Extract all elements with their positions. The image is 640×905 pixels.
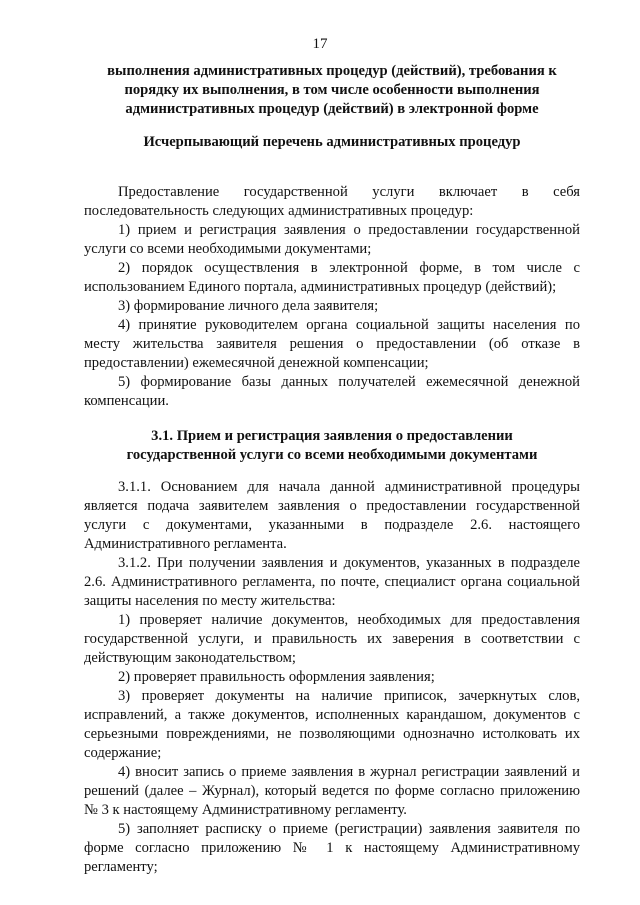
list-item: 4) принятие руководителем органа социальной защиты населения по месту жительства заявителя решения о предоставлении (об отказе в предоставлении) ежемесячной денежной компенсации;: [84, 317, 580, 371]
heading-line: порядку их выполнения, в том числе особенности выполнения: [124, 82, 540, 98]
heading-line: выполнения административных процедур (действий), требования к: [107, 63, 557, 79]
paragraph: 3.1.2. При получении заявления и документов, указанных в подразделе 2.6. Административного регламента, по почте, специалист органа социальной защиты населения по месту жительства:: [84, 555, 580, 609]
list-item: 3) проверяет документы на наличие приписок, зачеркнутых слов, исправлений, а также документов, исполненных карандашом, документов с серьезными повреждениями, не позволяющими однозначно истолковать их содержание;: [84, 688, 580, 761]
section-heading-continued: [84, 62, 580, 119]
list-item: 1) прием и регистрация заявления о предоставлении государственной услуги со всеми необходимыми документами;: [84, 222, 580, 257]
list-item: 4) вносит запись о приеме заявления в журнал регистрации заявлений и решений (далее – Журнал), который ведется по форме согласно приложению № 3 к настоящему Административному регламенту.: [84, 764, 580, 818]
paragraph: Предоставление государственной услуги включает в себя последовательность следующих административных процедур:: [84, 184, 580, 219]
section-3-1-body: [84, 478, 580, 877]
list-item: 2) порядок осуществления в электронной форме, в том числе с использованием Единого портала, административных процедур (действий);: [84, 260, 580, 295]
section-3-1-heading: [84, 427, 580, 465]
list-item: 3) формирование личного дела заявителя;: [118, 298, 379, 314]
heading-line: 3.1. Прием и регистрация заявления о предоставлении: [151, 428, 513, 444]
list-item: 2) проверяет правильность оформления заявления;: [118, 669, 435, 685]
procedures-list-heading: Исчерпывающий перечень административных процедур: [143, 134, 521, 150]
paragraph: 3.1.1. Основанием для начала данной административной процедуры является подача заявителем заявления о предоставлении государственной услуги с документами, указанными в подразделе 2.6. настоящего Административного регламента.: [84, 479, 580, 552]
list-item: 1) проверяет наличие документов, необходимых для предоставления государственной услуги, и правильность их заверения в соответствии с действующим законодательством;: [84, 612, 580, 666]
procedures-list: [84, 183, 580, 411]
list-item: 5) формирование базы данных получателей ежемесячной денежной компенсации.: [84, 374, 580, 409]
page-number: 17: [312, 36, 328, 52]
heading-line: административных процедур (действий) в электронной форме: [125, 101, 539, 117]
list-item: 5) заполняет расписку о приеме (регистрации) заявления заявителя по форме согласно приложению № 1 к настоящему Административному регламенту;: [84, 821, 580, 875]
heading-line: государственной услуги со всеми необходимыми документами: [126, 447, 538, 463]
